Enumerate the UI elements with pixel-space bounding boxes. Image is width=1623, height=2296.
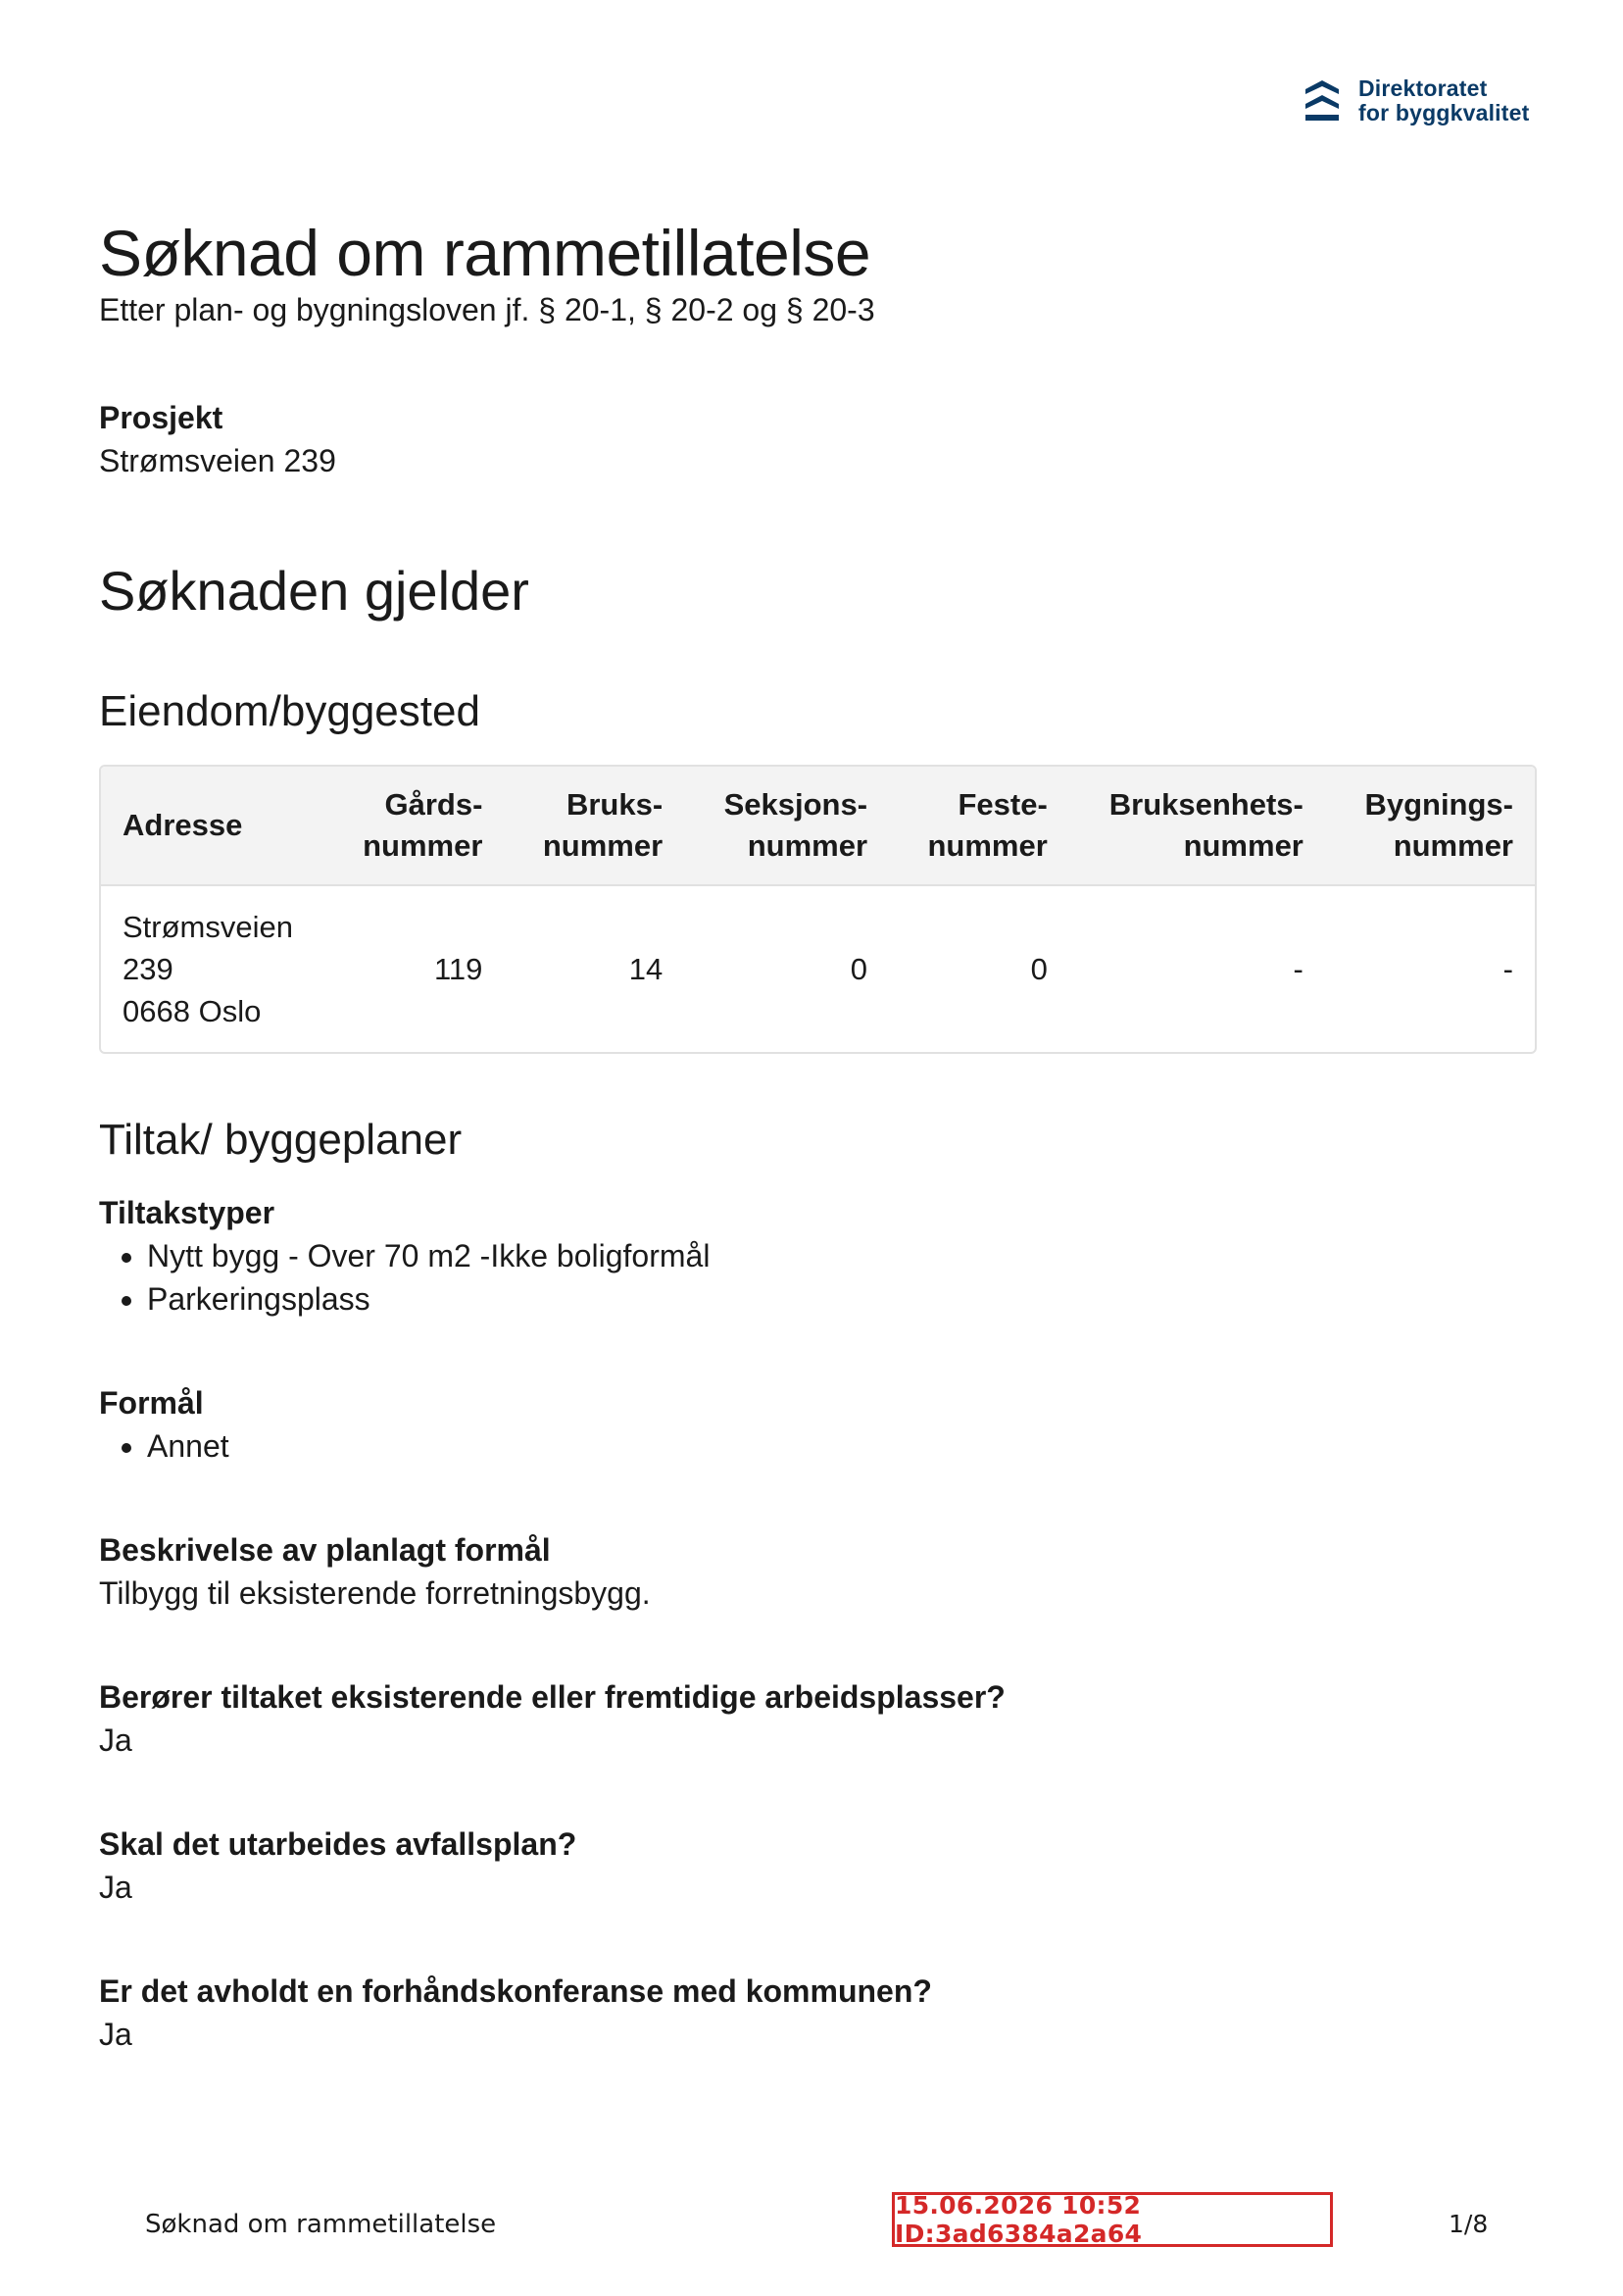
address-line-3: 0668 Oslo xyxy=(123,994,262,1028)
cell-seksjonsnummer: 0 xyxy=(850,952,868,986)
brand-line-1: Direktoratet xyxy=(1358,75,1488,101)
property-table xyxy=(101,767,1535,1052)
measure-types-label: Tiltakstyper xyxy=(99,1195,275,1230)
preconference-label: Er det avholdt en forhåndskonferanse med kommunen? xyxy=(99,1973,932,2009)
header-feste-line1: Feste- xyxy=(958,787,1048,822)
brand-chevrons-icon xyxy=(1303,77,1341,125)
project-label: Prosjekt xyxy=(99,400,223,435)
property-heading: Eiendom/byggested xyxy=(99,687,480,735)
measures-heading: Tiltak/ byggeplaner xyxy=(99,1116,463,1164)
list-item: • Parkeringsplass xyxy=(147,1277,1537,1321)
footer-title: Søknad om rammetillatelse xyxy=(145,2210,497,2239)
header-bygnings-line2: nummer xyxy=(1393,828,1513,863)
header-bygnings-line1: Bygnings- xyxy=(1364,787,1513,822)
address-line-1: Strømsveien xyxy=(123,910,293,944)
header-bruksenhets-line1: Bruksenhets- xyxy=(1108,787,1303,822)
timestamp-id-stamp: 15.06.2026 10:52 ID:3ad6384a2a64 xyxy=(892,2192,1333,2247)
header-address xyxy=(101,767,324,885)
waste-plan-value: Ja xyxy=(99,1870,132,1905)
header-bruks-line2: nummer xyxy=(542,828,664,863)
header-feste-line2: nummer xyxy=(927,828,1048,863)
document-body xyxy=(99,212,1537,2056)
document-subtitle: Etter plan- og bygningsloven jf. § 20-1, § 20-2 og § 20-3 xyxy=(99,292,875,327)
property-table-container xyxy=(99,765,1537,1054)
brand-name xyxy=(1358,76,1529,125)
purpose-field xyxy=(99,1381,1537,1468)
header-bruksnummer xyxy=(504,767,684,885)
purpose-label: Formål xyxy=(99,1385,204,1421)
cell-bruksnummer: 14 xyxy=(628,952,664,986)
workplaces-label: Berører tiltaket eksisterende eller fremtidige arbeidsplasser? xyxy=(99,1679,1006,1715)
page-number: 1/8 xyxy=(1449,2210,1489,2238)
cell-gardsnummer: 119 xyxy=(433,952,483,986)
description-field xyxy=(99,1528,1537,1615)
header-bygningsnummer xyxy=(1325,767,1535,885)
workplaces-value: Ja xyxy=(99,1722,132,1758)
brand-line-2: for byggkvalitet xyxy=(1358,100,1530,125)
header-gardsnummer xyxy=(324,767,505,885)
cell-bygningsnummer: - xyxy=(1502,952,1513,986)
header-gards-line2: nummer xyxy=(363,828,483,863)
document-title: Søknad om rammetillatelse xyxy=(99,217,871,289)
measure-types-field xyxy=(99,1191,1537,1321)
header-address-label: Adresse xyxy=(123,808,243,842)
preconference-value: Ja xyxy=(99,2017,132,2052)
header-bruks-line1: Bruks- xyxy=(566,787,664,822)
table-header-row xyxy=(101,767,1535,885)
header-seksjons-line2: nummer xyxy=(747,828,868,863)
description-value: Tilbygg til eksisterende forretningsbygg. xyxy=(99,1575,651,1611)
cell-festenummer: 0 xyxy=(1030,952,1048,986)
brand-logo xyxy=(1303,76,1529,125)
header-bruksenhets-line2: nummer xyxy=(1183,828,1303,863)
cell-bruksenhetsnummer: - xyxy=(1293,952,1303,986)
project-value: Strømsveien 239 xyxy=(99,443,336,478)
header-seksjons-line1: Seksjons- xyxy=(723,787,868,822)
waste-plan-label: Skal det utarbeides avfallsplan? xyxy=(99,1826,577,1862)
waste-plan-field xyxy=(99,1822,1537,1909)
address-line-2: 239 xyxy=(123,952,173,986)
header-bruksenhetsnummer xyxy=(1069,767,1325,885)
table-row xyxy=(101,885,1535,1052)
cell-address xyxy=(101,885,324,1052)
project-block xyxy=(99,396,1537,482)
applies-heading: Søknaden gjelder xyxy=(99,560,529,622)
page-footer xyxy=(0,2192,1623,2255)
header-festenummer xyxy=(889,767,1069,885)
description-label: Beskrivelse av planlagt formål xyxy=(99,1532,551,1568)
list-item: • Nytt bygg - Over 70 m2 -Ikke boligformål xyxy=(147,1234,1537,1277)
header-seksjonsnummer xyxy=(684,767,889,885)
purpose-list xyxy=(99,1424,1537,1468)
workplaces-field xyxy=(99,1675,1537,1762)
header-gards-line1: Gårds- xyxy=(384,787,483,822)
measure-types-list xyxy=(99,1234,1537,1321)
list-item: • Annet xyxy=(147,1424,1537,1468)
preconference-field xyxy=(99,1970,1537,2056)
